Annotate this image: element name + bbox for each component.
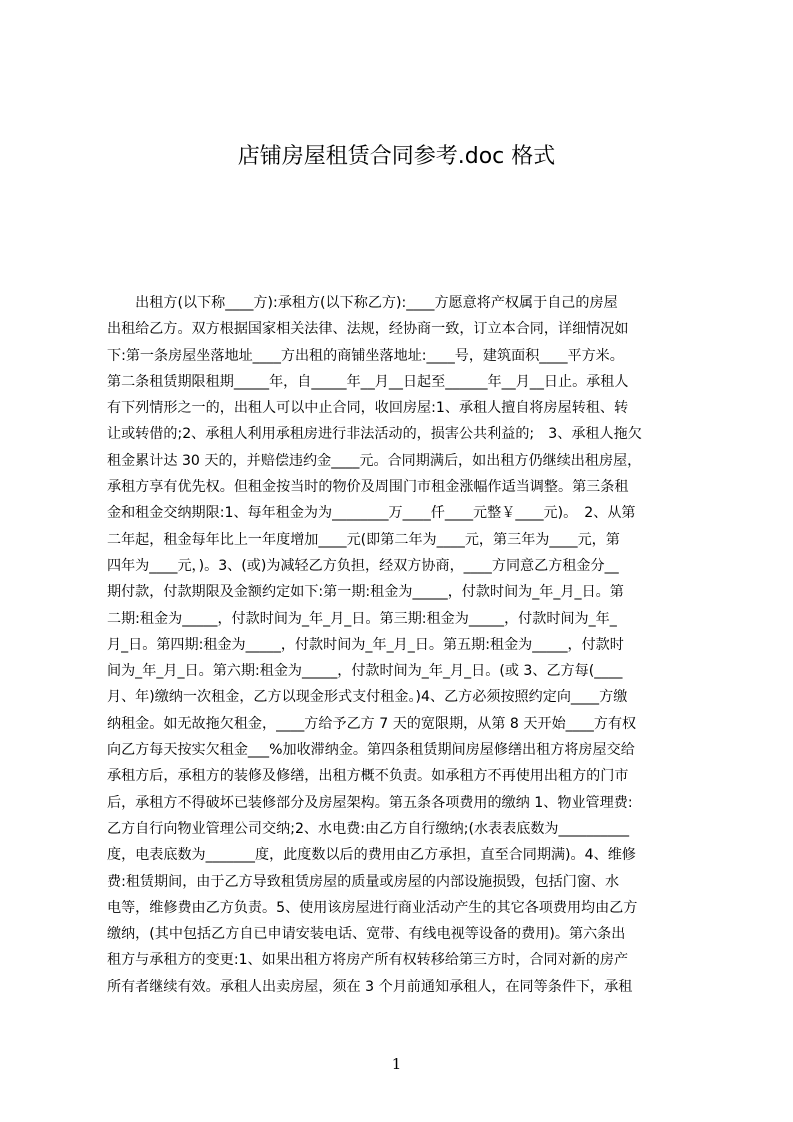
- body-line: 二年起，租金每年比上一年度增加____元(即第二年为____元，第三年为____元，第: [107, 531, 620, 548]
- body-line: 间为_年_月_日。第六期:租金为_____，付款时间为_年_月_日。(或 3、乙方每(____: [107, 663, 623, 680]
- body-line: 期付款，付款期限及金额约定如下:第一期:租金为_____，付款时间为_年_月_日。第: [107, 584, 624, 601]
- body-line: 二期:租金为_____，付款时间为_年_月_日。第三期:租金为_____，付款时间为_年_: [107, 610, 617, 627]
- body-line: 让或转借的;2、承租人利用承租房进行非法活动的，损害公共利益的; 3、承租人拖欠: [107, 426, 642, 443]
- body-line: 纳租金。如无故拖欠租金，____方给予乙方 7 天的宽限期，从第 8 天开始____方有权: [107, 715, 637, 732]
- body-line: 乙方自行向物业管理公司交纳;2、水电费:由乙方自行缴纳;(水表表底数为__________: [107, 820, 629, 837]
- body-line: 四年为____元，)。3、(或)为减轻乙方负担，经双方协商，____方同意乙方租金分__: [107, 557, 619, 574]
- document-body: [107, 290, 697, 1010]
- body-line: 费:租赁期间，由于乙方导致租赁房屋的质量或房屋的内部设施损毁，包括门窗、水: [107, 873, 620, 890]
- body-line: 承租方享有优先权。但租金按当时的物价及周围门市租金涨幅作适当调整。第三条租: [107, 479, 629, 496]
- body-line: 下:第一条房屋坐落地址____方出租的商铺坐落地址:____号，建筑面积____平方米。: [107, 347, 624, 364]
- body-line: 向乙方每天按实欠租金___%加收滞纳金。第四条租赁期间房屋修缮出租方将房屋交给: [107, 742, 635, 759]
- page-number: 1: [391, 1055, 402, 1073]
- body-line: 承租方后，承租方的装修及修缮，出租方概不负责。如承租方不再使用出租方的门市: [107, 768, 629, 785]
- body-line: 电等，维修费由乙方负责。5、使用该房屋进行商业活动产生的其它各项费用均由乙方: [107, 899, 638, 916]
- body-line: 后，承租方不得破坏已装修部分及房屋架构。第五条各项费用的缴纳 1、物业管理费:: [107, 794, 633, 811]
- document-title: 店铺房屋租赁合同参考.doc 格式: [237, 144, 556, 169]
- body-line: 金和租金交纳期限:1、每年租金为为________万____仟____元整￥____元)。 2、从第: [107, 505, 636, 522]
- body-line: 月_日。第四期:租金为_____，付款时间为_年_月_日。第五期:租金为_____，付款时: [107, 636, 624, 653]
- body-line: 出租给乙方。双方根据国家相关法律、法规，经协商一致，订立本合同，详细情况如: [107, 321, 629, 338]
- body-line: 第二条租赁期限租期_____年，自_____年__月__日起至______年__月__日止。承租人: [107, 373, 629, 390]
- body-line: 月、年)缴纳一次租金，乙方以现金形式支付租金。)4、乙方必须按照约定向____方缴: [107, 689, 628, 706]
- body-line: 租方与承租方的变更:1、如果出租方将房产所有权转移给第三方时，合同对新的房产: [107, 952, 629, 969]
- body-line: 所有者继续有效。承租人出卖房屋，须在 3 个月前通知承租人，在同等条件下，承租: [107, 978, 633, 995]
- body-line: 缴纳，(其中包括乙方自已申请安装电话、宽带、有线电视等设备的费用)。第六条出: [107, 926, 626, 943]
- body-line: 有下列情形之一的，出租人可以中止合同，收回房屋:1、承租人擅自将房屋转租、转: [107, 400, 629, 417]
- body-line: 租金累计达 30 天的，并赔偿违约金____元。合同期满后，如出租方仍继续出租房屋，: [107, 452, 642, 469]
- body-line: 度，电表底数为_______度，此度数以后的费用由乙方承担，直至合同期满)。4、维修: [107, 847, 636, 864]
- body-line: 出租方(以下称____方):承租方(以下称乙方):____方愿意将产权属于自己的房屋: [107, 295, 618, 311]
